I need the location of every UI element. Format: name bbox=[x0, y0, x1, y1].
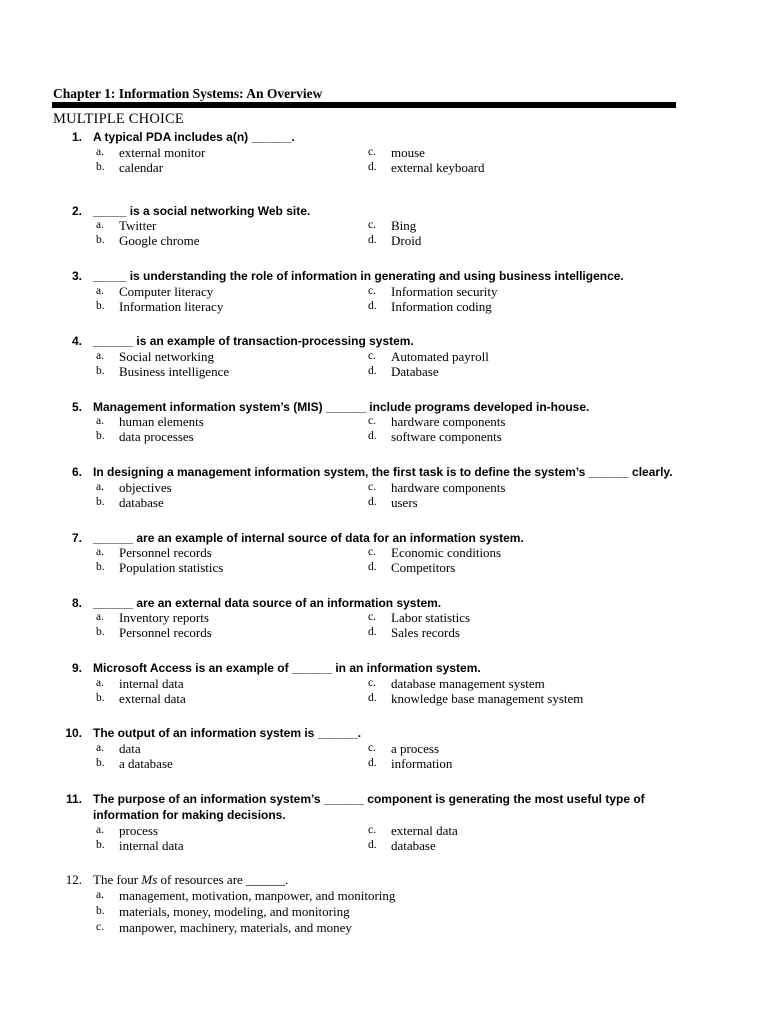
question-text: A typical PDA includes a(n) ______. bbox=[93, 130, 295, 144]
question-text: _____ is understanding the role of information in generating and using business intelligence. bbox=[93, 269, 624, 283]
question-text: The purpose of an information system’s ______ component is generating the most useful type of bbox=[93, 792, 645, 806]
question-number: 11. bbox=[65, 792, 82, 806]
question-text: Microsoft Access is an example of ______ in an information system. bbox=[93, 661, 481, 675]
question-number: 2. bbox=[71, 204, 82, 218]
question-12: 12. The four Ms of resources are ______. a. management, motivation, manpower, and monitoring b. materials, money, modeling, and monitoring c. manpower, machinery, materials, and money bbox=[0, 872, 768, 888]
question-3: 3. _____ is understanding the role of information in generating and using business intelligence. a. Computer literacy b. Information literacy c. Information security d. Information coding bbox=[0, 268, 768, 284]
question-number: 9. bbox=[71, 661, 82, 675]
question-10: 10. The output of an information system is ______. a. data b. a database c. a process d. information bbox=[0, 725, 768, 741]
question-2: 2. _____ is a social networking Web site. a. Twitter b. Google chrome c. Bing d. Droid bbox=[0, 203, 768, 219]
section-title: MULTIPLE CHOICE bbox=[53, 111, 184, 127]
question-text: ______ is an example of transaction-processing system. bbox=[93, 334, 414, 348]
question-text: The four Ms of resources are ______. bbox=[93, 872, 289, 887]
question-text-line-2: information for making decisions. bbox=[93, 808, 286, 822]
question-number: 10. bbox=[65, 726, 82, 740]
question-text: ______ are an external data source of an information system. bbox=[93, 596, 442, 610]
question-number: 12. bbox=[65, 872, 82, 887]
question-8: 8. ______ are an external data source of an information system. a. Inventory reports b. Personnel records c. Labor statistics d. Sales records bbox=[0, 595, 768, 611]
question-1: 1. A typical PDA includes a(n) ______. a. external monitor b. calendar c. mouse d. external keyboard bbox=[0, 129, 768, 145]
question-number: 7. bbox=[71, 531, 82, 545]
question-7: 7. ______ are an example of internal source of data for an information system. a. Personnel records b. Population statistics c. Economic conditions d. Competitors bbox=[0, 530, 768, 546]
emphasis-ms: Ms bbox=[141, 872, 158, 887]
question-text: The output of an information system is ______. bbox=[93, 726, 362, 740]
question-number: 5. bbox=[71, 400, 82, 414]
question-number: 8. bbox=[71, 596, 82, 610]
question-9: 9. Microsoft Access is an example of ______ in an information system. a. internal data b. external data c. database management system d. knowledge base management system bbox=[0, 660, 768, 676]
chapter-title: Chapter 1: Information Systems: An Overview bbox=[53, 86, 323, 101]
question-6: 6. In designing a management information system, the first task is to define the system’s ______ clearly. a. objectives b. database c. hardware components d. users bbox=[0, 464, 768, 480]
question-text: ______ are an example of internal source of data for an information system. bbox=[93, 531, 524, 545]
question-text: _____ is a social networking Web site. bbox=[93, 204, 311, 218]
question-4: 4. ______ is an example of transaction-processing system. a. Social networking b. Business intelligence c. Automated payroll d. Database bbox=[0, 333, 768, 349]
question-number: 1. bbox=[71, 130, 82, 144]
question-11: 11. The purpose of an information system’s ______ component is generating the most useful type of information for making decisions. a. process b. internal data c. external data d. database bbox=[0, 791, 768, 823]
question-5: 5. Management information system’s (MIS) ______ include programs developed in-house. a. human elements b. data processes c. hardware components d. software components bbox=[0, 399, 768, 415]
question-number: 3. bbox=[71, 269, 82, 283]
question-number: 4. bbox=[71, 334, 82, 348]
question-text: In designing a management information system, the first task is to define the system’s ______ clearly. bbox=[93, 465, 673, 479]
question-number: 6. bbox=[71, 465, 82, 479]
question-text: Management information system’s (MIS) ______ include programs developed in-house. bbox=[93, 400, 590, 414]
